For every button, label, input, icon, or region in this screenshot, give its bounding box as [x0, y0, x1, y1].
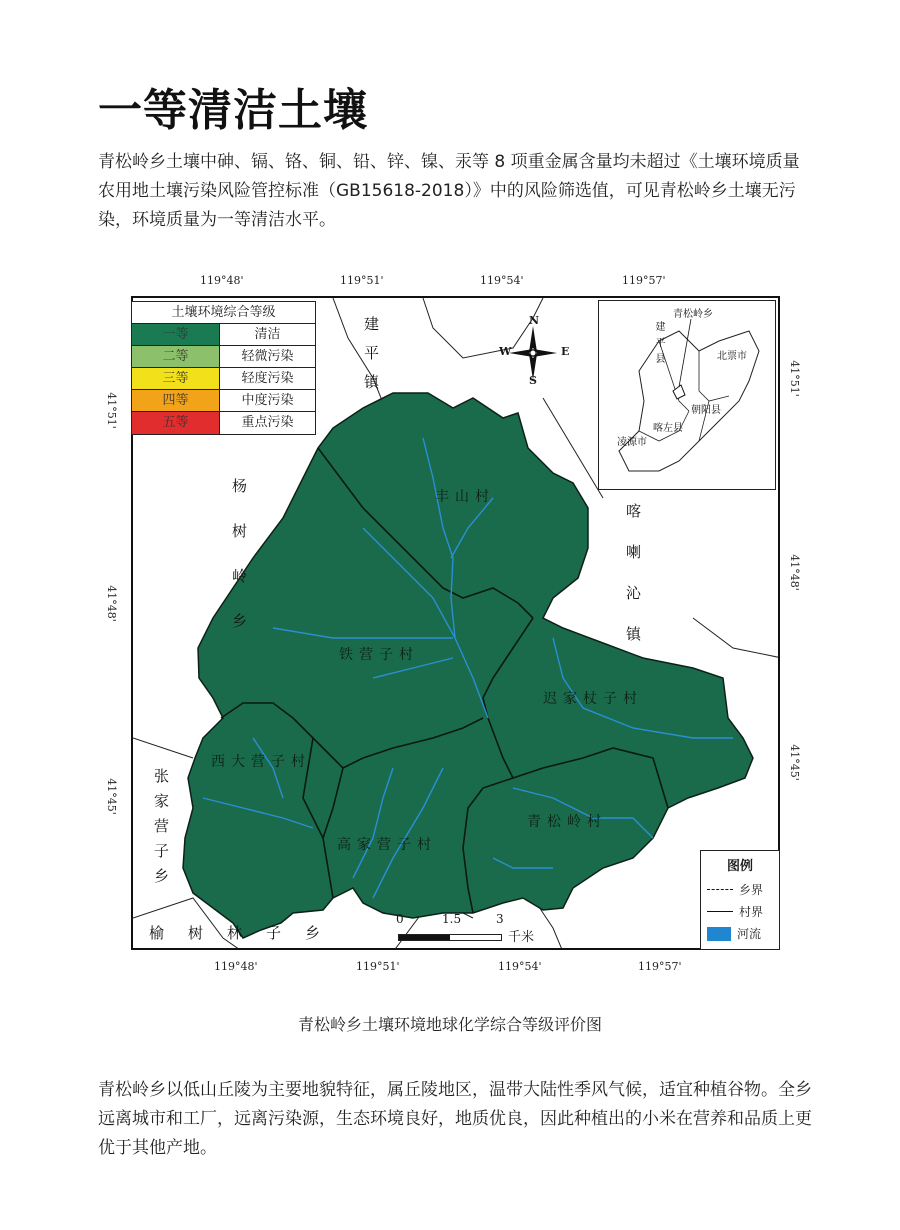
village-label-xida: 西大营子村 — [211, 754, 311, 770]
neighbor-southwest-label: 张家营子乡 — [152, 768, 170, 893]
inset-label-kazuo: 喀左县 — [653, 423, 683, 434]
figure-caption: 青松岭乡土壤环境地球化学综合等级评价图 — [297, 1015, 602, 1034]
township-boundary-swatch — [707, 889, 733, 890]
map-key-label: 村界 — [739, 905, 764, 919]
scale-label: 1.5 — [442, 912, 462, 926]
scale-bar — [398, 934, 502, 941]
neighbor-west-label: 杨树岭乡 — [230, 478, 248, 658]
map-key-label: 乡界 — [739, 883, 764, 897]
scale-label: 0 — [396, 912, 404, 926]
grade-legend-row — [132, 324, 315, 346]
lon-tick-bottom: 119°57' — [638, 960, 682, 973]
inset-label-lingyuan: 凌源市 — [617, 437, 647, 448]
grade-label: 轻微污染 — [241, 349, 294, 364]
grade-label: 中度污染 — [241, 393, 294, 408]
grade-swatch: 五等 — [132, 412, 220, 434]
grade-legend — [131, 301, 316, 435]
compass-south-label: S — [529, 374, 537, 387]
grade-swatch: 一等 — [132, 324, 220, 345]
scale-segment — [399, 935, 450, 940]
lat-tick-right: 41°48' — [787, 554, 801, 591]
boundary-line — [693, 618, 780, 658]
grade-legend-row — [132, 412, 315, 434]
neighbor-south-label: 榆树林子乡 — [149, 924, 345, 942]
lon-tick-top: 119°54' — [480, 274, 524, 287]
grade-swatch: 四等 — [132, 390, 220, 411]
grade-legend-row — [132, 368, 315, 390]
compass-north-label: N — [529, 314, 540, 327]
neighbor-north-label: 建平镇 — [362, 316, 380, 403]
inset-label-chaoyang: 朝阳县 — [691, 405, 721, 416]
lon-tick-top: 119°57' — [622, 274, 666, 287]
grade-legend-row — [132, 390, 315, 412]
grade-label: 重点污染 — [241, 415, 294, 430]
map-key-legend — [700, 850, 780, 950]
map-key-row — [707, 903, 763, 920]
lon-tick-top: 119°48' — [200, 274, 244, 287]
grade-legend-title: 土壤环境综合等级 — [132, 302, 315, 324]
scale-segment — [450, 935, 501, 940]
village-label-chijia: 迟家杖子村 — [543, 691, 643, 707]
map-key-row — [707, 881, 763, 898]
inset-locator-map — [598, 300, 776, 490]
neighbor-east-label: 喀喇沁镇 — [624, 503, 642, 667]
intro-paragraph: 青松岭乡土壤中砷、镉、铬、铜、铅、锌、镍、汞等 8 项重金属含量均未超过《土壤环境质量 农用地土壤污染风险管控标准（GB15618-2018）》中的风险筛选值，可见青松岭乡土壤无污染，环境质量为一等清洁水平。 — [98, 152, 800, 230]
village-label-qingsong: 青松岭村 — [527, 814, 607, 830]
scale-label: 3 — [496, 912, 504, 926]
village-label-gaojia: 高家营子村 — [337, 837, 437, 853]
lon-tick-bottom: 119°51' — [356, 960, 400, 973]
village-boundary-swatch — [707, 911, 733, 912]
boundary-line — [133, 738, 193, 758]
river-swatch — [707, 927, 731, 941]
grade-label: 清洁 — [254, 327, 281, 342]
lat-tick-right: 41°51' — [787, 360, 801, 397]
grade-swatch: 三等 — [132, 368, 220, 389]
village-label-fengshan: 丰山村 — [435, 489, 495, 505]
lon-tick-bottom: 119°48' — [214, 960, 258, 973]
lat-tick-left: 41°48' — [104, 585, 118, 622]
map-key-row — [707, 925, 761, 942]
inset-drawing — [599, 301, 777, 491]
inset-label-jianping: 建平县 — [653, 321, 664, 369]
grade-label: 轻度污染 — [241, 371, 294, 386]
compass-west-label: W — [499, 345, 512, 358]
lat-tick-left: 41°51' — [104, 392, 118, 429]
village-label-tieying: 铁营子村 — [339, 647, 419, 663]
compass-east-label: E — [561, 345, 570, 358]
inset-label-qingsongling: 青松岭乡 — [673, 309, 713, 320]
lon-tick-top: 119°51' — [340, 274, 384, 287]
grade-legend-row — [132, 346, 315, 368]
lon-tick-bottom: 119°54' — [498, 960, 542, 973]
page-title: 一等清洁土壤 — [98, 85, 368, 136]
scale-unit: 千米 — [508, 930, 535, 945]
inset-label-beipiao: 北票市 — [717, 351, 747, 362]
lat-tick-left: 41°45' — [104, 778, 118, 815]
closing-paragraph: 青松岭乡以低山丘陵为主要地貌特征，属丘陵地区，温带大陆性季风气候，适宜种植谷物。全乡远离城市和工厂，远离污染源，生态环境良好，地质优良，因此种植出的小米在营养和品质上更优于其他产地。 — [98, 1080, 812, 1158]
lat-tick-right: 41°45' — [787, 744, 801, 781]
grade-swatch: 二等 — [132, 346, 220, 367]
map-key-title: 图例 — [726, 859, 753, 874]
map-key-label: 河流 — [737, 927, 762, 941]
